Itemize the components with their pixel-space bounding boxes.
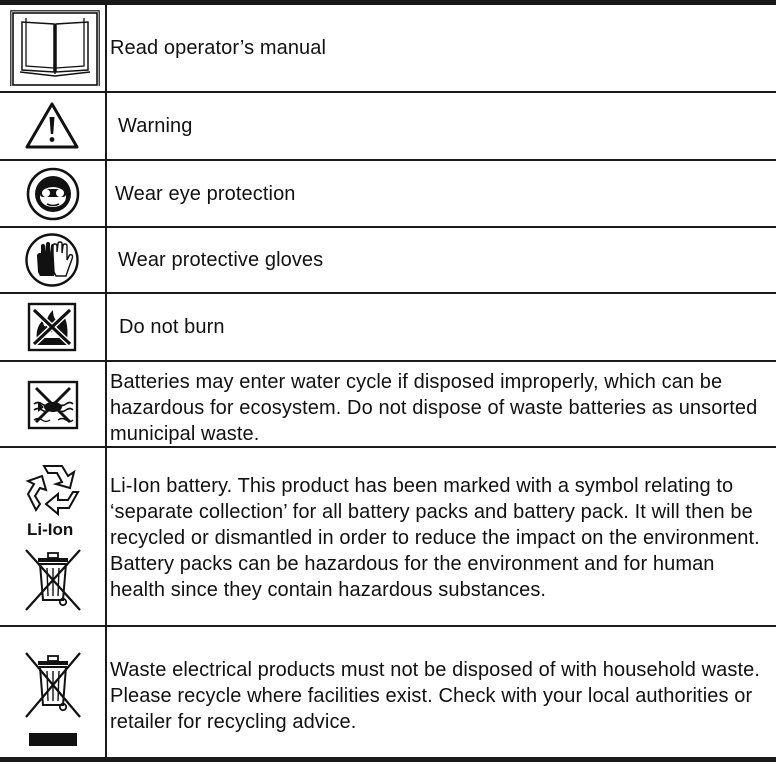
table-row: [0, 93, 776, 159]
table-row: [0, 161, 776, 226]
eye-protection-icon: [0, 161, 105, 226]
table-row: [0, 5, 776, 91]
weee-crossed-bin-icon: [0, 627, 105, 757]
row-text: Do not burn: [119, 316, 225, 338]
warning-triangle-icon: [0, 93, 105, 159]
row-text: Warning: [118, 115, 193, 137]
table-row: [0, 294, 776, 360]
manual-book-icon: [0, 5, 105, 91]
row-text: Wear protective gloves: [118, 249, 324, 271]
row-text: Batteries may enter water cycle if disposed improperly, which can be hazardous for ecosystem. Do not dispose of waste batteries as unsorted municipal waste.: [110, 371, 758, 445]
row-text: Waste electrical products must not be disposed of with household waste. Please recycle where facilities exist. Check with your local authorities or retailer for recycling advice.: [110, 659, 761, 733]
table-bottom-border: [0, 757, 776, 762]
crossed-bin-icon: [22, 544, 84, 614]
table-row: [0, 448, 776, 625]
gloves-icon: [0, 228, 105, 292]
recycle-li-ion-bin-icon: [0, 448, 105, 625]
table-row: [0, 228, 776, 292]
row-text: Wear eye protection: [115, 182, 296, 205]
row-text: Read operator’s manual: [110, 37, 327, 59]
li-ion-icon-label: Li-Ion: [27, 520, 74, 539]
row-text: Li-Ion battery. This product has been marked with a symbol relating to ‘separate collection’ for all battery packs and battery pack. It will then be recycled or dismantled in order to reduce the impact on the environment. Battery packs can be hazardous for the environment and for human health since they contain hazardous substances.: [110, 475, 760, 601]
table-row: [0, 627, 776, 757]
table-row: [0, 362, 776, 446]
do-not-burn-icon: [0, 294, 105, 360]
no-water-disposal-icon: [0, 362, 105, 446]
recycle-icon: [22, 462, 84, 518]
